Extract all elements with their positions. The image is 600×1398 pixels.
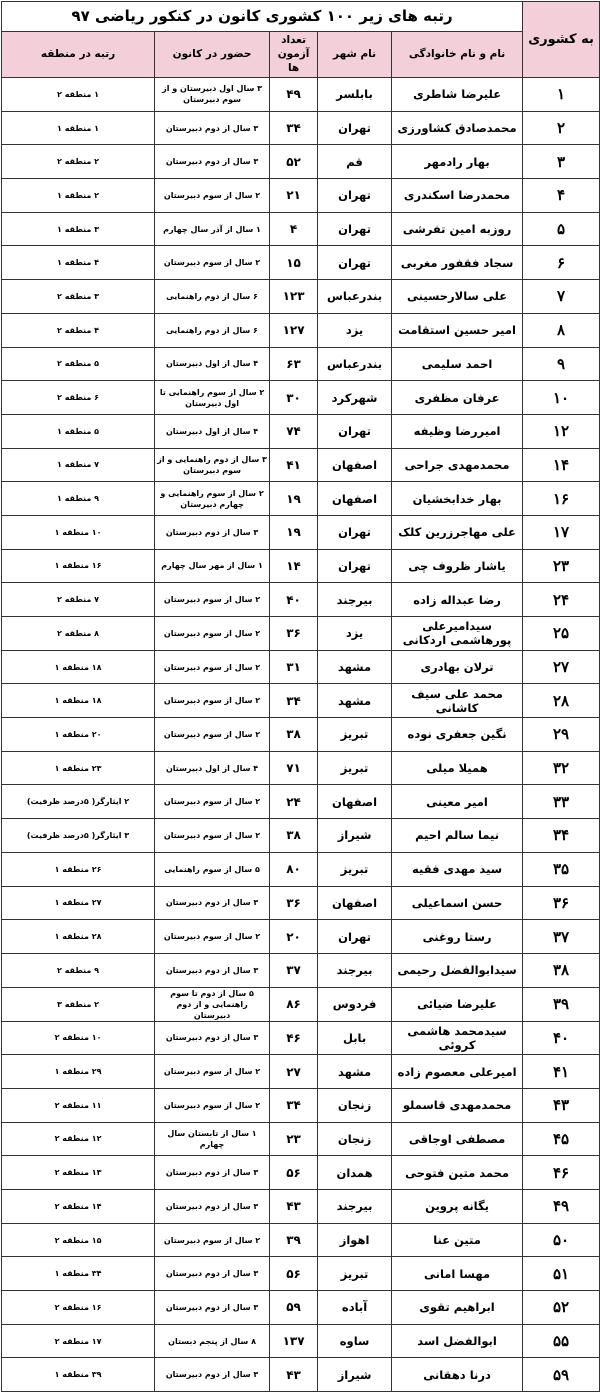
count-cell: ۱۳۷ bbox=[270, 1324, 318, 1358]
count-cell: ۲۰ bbox=[270, 920, 318, 954]
count-cell: ۷۴ bbox=[270, 414, 318, 448]
city-cell: بیرجند bbox=[318, 583, 392, 617]
region-cell: ۱۲ منطقه ۲ bbox=[2, 1122, 155, 1156]
rank-cell: ۳۸ bbox=[523, 953, 600, 987]
city-cell: اصفهان bbox=[318, 448, 392, 482]
count-cell: ۱۵ bbox=[270, 246, 318, 280]
count-cell: ۱۹ bbox=[270, 515, 318, 549]
city-cell: زنجان bbox=[318, 1088, 392, 1122]
count-cell: ۲۳ bbox=[270, 1122, 318, 1156]
rank-cell: ۲۷ bbox=[523, 650, 600, 684]
name-cell: محمدمهدی جراحی bbox=[392, 448, 523, 482]
attendance-cell: ۵ سال از سوم راهنمایی bbox=[155, 852, 270, 886]
name-cell: درنا دهقانی bbox=[392, 1358, 523, 1392]
region-cell: ۳۴ منطقه ۱ bbox=[2, 1257, 155, 1291]
count-cell: ۷۱ bbox=[270, 751, 318, 785]
name-cell: مهسا امانی bbox=[392, 1257, 523, 1291]
region-cell: ۷ منطقه ۲ bbox=[2, 583, 155, 617]
city-cell: بابل bbox=[318, 1021, 392, 1055]
city-cell: تهران bbox=[318, 414, 392, 448]
attendance-cell: ۱ سال از مهر سال چهارم bbox=[155, 549, 270, 583]
table-row bbox=[2, 1291, 600, 1325]
count-cell: ۵۶ bbox=[270, 1257, 318, 1291]
name-cell: محمدصادق کشاورزی bbox=[392, 111, 523, 145]
table-row bbox=[2, 987, 600, 1021]
name-cell: ابراهیم تقوی bbox=[392, 1291, 523, 1325]
table-row bbox=[2, 1257, 600, 1291]
table-row bbox=[2, 1223, 600, 1257]
attendance-cell: ۲ سال از سوم دبیرستان bbox=[155, 920, 270, 954]
city-cell: شیراز bbox=[318, 1358, 392, 1392]
table-row bbox=[2, 953, 600, 987]
attendance-cell: ۲ سال از سوم راهنمایی تا اول دبیرستان bbox=[155, 381, 270, 415]
header-city: نام شهر bbox=[318, 31, 392, 77]
attendance-cell: ۲ سال از سوم دبیرستان bbox=[155, 718, 270, 752]
count-cell: ۳۷ bbox=[270, 953, 318, 987]
name-cell: محمدرضا اسکندری bbox=[392, 179, 523, 213]
rank-cell: ۴ bbox=[523, 179, 600, 213]
attendance-cell: ۳ سال از دوم دبیرستان bbox=[155, 515, 270, 549]
table-row bbox=[2, 1358, 600, 1392]
table-row bbox=[2, 1021, 600, 1055]
rank-cell: ۷ bbox=[523, 280, 600, 314]
table-row bbox=[2, 1088, 600, 1122]
city-cell: تهران bbox=[318, 549, 392, 583]
rank-cell: ۴۶ bbox=[523, 1156, 600, 1190]
rank-cell: ۱۶ bbox=[523, 482, 600, 516]
region-cell: ۱۰ منطقه ۱ bbox=[2, 515, 155, 549]
table-row bbox=[2, 381, 600, 415]
region-cell: ۱ منطقه ۱ bbox=[2, 111, 155, 145]
attendance-cell: ۳ سال از دوم دبیرستان bbox=[155, 886, 270, 920]
attendance-cell: ۳ سال از دوم دبیرستان bbox=[155, 1021, 270, 1055]
attendance-cell: ۸ سال از پنجم دبستان bbox=[155, 1324, 270, 1358]
city-cell: تهران bbox=[318, 179, 392, 213]
city-cell: اصفهان bbox=[318, 886, 392, 920]
header-region: رتبه در منطقه bbox=[2, 31, 155, 77]
rank-cell: ۴۹ bbox=[523, 1190, 600, 1224]
rank-cell: ۱۴ bbox=[523, 448, 600, 482]
rank-cell: ۳۵ bbox=[523, 852, 600, 886]
attendance-cell: ۲ سال از سوم دبیرستان bbox=[155, 1223, 270, 1257]
city-cell: اصفهان bbox=[318, 785, 392, 819]
attendance-cell: ۲ سال از سوم دبیرستان bbox=[155, 179, 270, 213]
name-cell: ترلان بهادری bbox=[392, 650, 523, 684]
rank-cell: ۵۲ bbox=[523, 1291, 600, 1325]
rank-cell: ۱۷ bbox=[523, 515, 600, 549]
count-cell: ۳۴ bbox=[270, 684, 318, 718]
city-cell: فردوس bbox=[318, 987, 392, 1021]
table-row bbox=[2, 111, 600, 145]
count-cell: ۴۹ bbox=[270, 78, 318, 112]
city-cell: تبریز bbox=[318, 852, 392, 886]
table-row bbox=[2, 886, 600, 920]
city-cell: مشهد bbox=[318, 650, 392, 684]
rank-cell: ۳ bbox=[523, 145, 600, 179]
name-cell: امیر حسین استقامت bbox=[392, 313, 523, 347]
table-row bbox=[2, 1324, 600, 1358]
count-cell: ۳۸ bbox=[270, 819, 318, 853]
table-row bbox=[2, 212, 600, 246]
count-cell: ۸۶ bbox=[270, 987, 318, 1021]
name-cell: نیما سالم احیم bbox=[392, 819, 523, 853]
name-cell: محمد علی سیف کاشانی bbox=[392, 684, 523, 718]
name-cell: سیدمحمد هاشمی کروئی bbox=[392, 1021, 523, 1055]
table-row bbox=[2, 852, 600, 886]
region-cell: ۶ منطقه ۲ bbox=[2, 381, 155, 415]
attendance-cell: ۲ سال از سوم دبیرستان bbox=[155, 650, 270, 684]
table-row bbox=[2, 684, 600, 718]
name-cell: نگین جعفری نوده bbox=[392, 718, 523, 752]
rank-cell: ۴۰ bbox=[523, 1021, 600, 1055]
name-cell: مصطفی اوجاقی bbox=[392, 1122, 523, 1156]
count-cell: ۱۴ bbox=[270, 549, 318, 583]
count-cell: ۲۷ bbox=[270, 1055, 318, 1089]
attendance-cell: ۲ سال از سوم دبیرستان bbox=[155, 1055, 270, 1089]
count-cell: ۱۹ bbox=[270, 482, 318, 516]
rank-cell: ۲۵ bbox=[523, 617, 600, 651]
rank-cell: ۱ bbox=[523, 78, 600, 112]
count-cell: ۴۰ bbox=[270, 583, 318, 617]
name-cell: بهار رادمهر bbox=[392, 145, 523, 179]
name-cell: یگانه پروین bbox=[392, 1190, 523, 1224]
region-cell: ۸ منطقه ۲ bbox=[2, 617, 155, 651]
name-cell: عرفان مظفری bbox=[392, 381, 523, 415]
count-cell: ۳۰ bbox=[270, 381, 318, 415]
count-cell: ۴۱ bbox=[270, 448, 318, 482]
attendance-cell: ۴ سال از اول دبیرستان bbox=[155, 751, 270, 785]
region-cell: ۴ منطقه ۱ bbox=[2, 246, 155, 280]
attendance-cell: ۳ سال از دوم دبیرستان bbox=[155, 111, 270, 145]
city-cell: اصفهان bbox=[318, 482, 392, 516]
rank-cell: ۵۰ bbox=[523, 1223, 600, 1257]
attendance-cell: ۲ سال از سوم دبیرستان bbox=[155, 246, 270, 280]
table-row bbox=[2, 1156, 600, 1190]
attendance-cell: ۲ سال از سوم دبیرستان bbox=[155, 785, 270, 819]
name-cell: احمد سلیمی bbox=[392, 347, 523, 381]
rank-cell: ۵۵ bbox=[523, 1324, 600, 1358]
attendance-cell: ۳ سال از دوم دبیرستان bbox=[155, 1156, 270, 1190]
rank-cell: ۴۳ bbox=[523, 1088, 600, 1122]
count-cell: ۴۳ bbox=[270, 1358, 318, 1392]
region-cell: ۱۰ منطقه ۲ bbox=[2, 1021, 155, 1055]
region-cell: ۲۳ منطقه ۱ bbox=[2, 751, 155, 785]
table-row bbox=[2, 785, 600, 819]
table-row bbox=[2, 1190, 600, 1224]
table-row bbox=[2, 515, 600, 549]
attendance-cell: ۳ سال اول دبیرستان و از سوم دبیرستان bbox=[155, 78, 270, 112]
region-cell: ۹ منطقه ۱ bbox=[2, 482, 155, 516]
count-cell: ۳۴ bbox=[270, 1088, 318, 1122]
name-cell: یاشار ظروف چی bbox=[392, 549, 523, 583]
count-cell: ۳۶ bbox=[270, 617, 318, 651]
attendance-cell: ۳ سال از دوم دبیرستان bbox=[155, 1190, 270, 1224]
attendance-cell: ۲ سال از سوم دبیرستان bbox=[155, 1088, 270, 1122]
table-row bbox=[2, 280, 600, 314]
table-row bbox=[2, 448, 600, 482]
attendance-cell: ۲ سال از سوم دبیرستان bbox=[155, 583, 270, 617]
rank-cell: ۳۳ bbox=[523, 785, 600, 819]
region-cell: ۱ منطقه ۲ bbox=[2, 78, 155, 112]
count-cell: ۳۱ bbox=[270, 650, 318, 684]
table-row bbox=[2, 78, 600, 112]
city-cell: یزد bbox=[318, 617, 392, 651]
rank-cell: ۸ bbox=[523, 313, 600, 347]
count-cell: ۵۹ bbox=[270, 1291, 318, 1325]
table-row bbox=[2, 347, 600, 381]
attendance-cell: ۲ سال از سوم راهنمایی و چهارم دبیرستان bbox=[155, 482, 270, 516]
region-cell: ۳ منطقه ۱ bbox=[2, 212, 155, 246]
city-cell: یزد bbox=[318, 313, 392, 347]
city-cell: تبریز bbox=[318, 718, 392, 752]
attendance-cell: ۲ سال از سوم دبیرستان bbox=[155, 617, 270, 651]
attendance-cell: ۱ سال از تابستان سال چهارم bbox=[155, 1122, 270, 1156]
count-cell: ۶۳ bbox=[270, 347, 318, 381]
count-cell: ۳۹ bbox=[270, 1223, 318, 1257]
city-cell: تهران bbox=[318, 920, 392, 954]
table-row bbox=[2, 583, 600, 617]
header-name: نام و نام خانوادگی bbox=[392, 31, 523, 77]
attendance-cell: ۶ سال از دوم راهنمایی bbox=[155, 313, 270, 347]
city-cell: تبریز bbox=[318, 751, 392, 785]
header-attendance: حضور در کانون bbox=[155, 31, 270, 77]
name-cell: علی مهاجرزرین کلک bbox=[392, 515, 523, 549]
count-cell: ۱۲۳ bbox=[270, 280, 318, 314]
attendance-cell: ۳ سال از دوم دبیرستان bbox=[155, 1291, 270, 1325]
region-cell: ۲۷ منطقه ۱ bbox=[2, 886, 155, 920]
city-cell: شیراز bbox=[318, 819, 392, 853]
region-cell: ۳۹ منطقه ۱ bbox=[2, 1358, 155, 1392]
rank-cell: ۲۹ bbox=[523, 718, 600, 752]
city-cell: تهران bbox=[318, 111, 392, 145]
ranking-table bbox=[1, 1, 600, 1392]
region-cell: ۱۷ منطقه ۲ bbox=[2, 1324, 155, 1358]
city-cell: بیرجند bbox=[318, 953, 392, 987]
region-cell: ۱۴ منطقه ۲ bbox=[2, 1190, 155, 1224]
region-cell: ۲ منطقه ۲ bbox=[2, 145, 155, 179]
city-cell: بندرعباس bbox=[318, 280, 392, 314]
count-cell: ۵۲ bbox=[270, 145, 318, 179]
name-cell: ابوالفضل اسد bbox=[392, 1324, 523, 1358]
rank-cell: ۳۲ bbox=[523, 751, 600, 785]
city-cell: شهرکرد bbox=[318, 381, 392, 415]
name-cell: سیدامیرعلی پورهاشمی اردکانی bbox=[392, 617, 523, 651]
region-cell: ۱۸ منطقه ۱ bbox=[2, 650, 155, 684]
region-cell: ۱۵ منطقه ۲ bbox=[2, 1223, 155, 1257]
rank-cell: ۲ bbox=[523, 111, 600, 145]
rank-cell: ۹ bbox=[523, 347, 600, 381]
rank-cell: ۴۵ bbox=[523, 1122, 600, 1156]
region-cell: ۷ منطقه ۱ bbox=[2, 448, 155, 482]
name-cell: رستا روغنی bbox=[392, 920, 523, 954]
table-row bbox=[2, 751, 600, 785]
count-cell: ۳۸ bbox=[270, 718, 318, 752]
count-cell: ۲۱ bbox=[270, 179, 318, 213]
city-cell: اهواز bbox=[318, 1223, 392, 1257]
city-cell: بندرعباس bbox=[318, 347, 392, 381]
region-cell: ۲۶ منطقه ۱ bbox=[2, 852, 155, 886]
region-cell: ۳ ایثارگر( ۵درصد ظرفیت) bbox=[2, 819, 155, 853]
region-cell: ۱۶ منطقه ۱ bbox=[2, 549, 155, 583]
attendance-cell: ۳ سال از دوم راهنمایی و از سوم دبیرستان bbox=[155, 448, 270, 482]
region-cell: ۱۶ منطقه ۲ bbox=[2, 1291, 155, 1325]
table-row bbox=[2, 246, 600, 280]
city-cell: همدان bbox=[318, 1156, 392, 1190]
name-cell: محمد متین فتوحی bbox=[392, 1156, 523, 1190]
city-cell: تهران bbox=[318, 246, 392, 280]
attendance-cell: ۳ سال از دوم دبیرستان bbox=[155, 1358, 270, 1392]
table-body bbox=[2, 78, 600, 1392]
city-cell: تبریز bbox=[318, 1257, 392, 1291]
table-row bbox=[2, 313, 600, 347]
city-cell: تهران bbox=[318, 515, 392, 549]
table-row bbox=[2, 1055, 600, 1089]
attendance-cell: ۳ سال از دوم دبیرستان bbox=[155, 145, 270, 179]
table-row bbox=[2, 617, 600, 651]
region-cell: ۲ ایثارگر( ۵درصد ظرفیت) bbox=[2, 785, 155, 819]
region-cell: ۳ منطقه ۲ bbox=[2, 280, 155, 314]
region-cell: ۵ منطقه ۲ bbox=[2, 347, 155, 381]
rank-cell: ۵۱ bbox=[523, 1257, 600, 1291]
rank-cell: ۳۹ bbox=[523, 987, 600, 1021]
region-cell: ۱۸ منطقه ۱ bbox=[2, 684, 155, 718]
rank-cell: ۳۴ bbox=[523, 819, 600, 853]
city-cell: بیرجند bbox=[318, 1190, 392, 1224]
count-cell: ۳۴ bbox=[270, 111, 318, 145]
name-cell: محمدمهدی قاسملو bbox=[392, 1088, 523, 1122]
attendance-cell: ۵ سال از دوم تا سوم راهنمایی و از دوم دبیرستان bbox=[155, 987, 270, 1021]
count-cell: ۲۴ bbox=[270, 785, 318, 819]
rank-cell: ۶ bbox=[523, 246, 600, 280]
region-cell: ۹ منطقه ۲ bbox=[2, 953, 155, 987]
rank-cell: ۱۰ bbox=[523, 381, 600, 415]
table-row bbox=[2, 819, 600, 853]
count-cell: ۳۶ bbox=[270, 886, 318, 920]
table-row bbox=[2, 414, 600, 448]
rank-cell: ۴۱ bbox=[523, 1055, 600, 1089]
city-cell: ساوه bbox=[318, 1324, 392, 1358]
rank-cell: ۲۳ bbox=[523, 549, 600, 583]
name-cell: سید مهدی فقیه bbox=[392, 852, 523, 886]
attendance-cell: ۳ سال از دوم دبیرستان bbox=[155, 953, 270, 987]
name-cell: روزبه امین تفرشی bbox=[392, 212, 523, 246]
name-cell: امیر معینی bbox=[392, 785, 523, 819]
attendance-cell: ۴ سال از اول دبیرستان bbox=[155, 414, 270, 448]
region-cell: ۲۰ منطقه ۱ bbox=[2, 718, 155, 752]
attendance-cell: ۱ سال از آذر سال چهارم bbox=[155, 212, 270, 246]
rank-cell: ۵ bbox=[523, 212, 600, 246]
attendance-cell: ۳ سال از دوم دبیرستان bbox=[155, 1257, 270, 1291]
attendance-cell: ۴ سال از اول دبیرستان bbox=[155, 347, 270, 381]
city-cell: بابلسر bbox=[318, 78, 392, 112]
city-cell: زنجان bbox=[318, 1122, 392, 1156]
name-cell: متین عنا bbox=[392, 1223, 523, 1257]
region-cell: ۴ منطقه ۲ bbox=[2, 313, 155, 347]
table-row bbox=[2, 482, 600, 516]
attendance-cell: ۲ سال از سوم دبیرستان bbox=[155, 684, 270, 718]
table-row bbox=[2, 1122, 600, 1156]
city-cell: مشهد bbox=[318, 684, 392, 718]
name-cell: سیدابوالفضل رحیمی bbox=[392, 953, 523, 987]
rank-cell: ۳۶ bbox=[523, 886, 600, 920]
region-cell: ۱۱ منطقه ۲ bbox=[2, 1088, 155, 1122]
table-row bbox=[2, 650, 600, 684]
table-row bbox=[2, 549, 600, 583]
rank-cell: ۳۷ bbox=[523, 920, 600, 954]
region-cell: ۲ منطقه ۱ bbox=[2, 179, 155, 213]
name-cell: حسن اسماعیلی bbox=[392, 886, 523, 920]
count-cell: ۸۰ bbox=[270, 852, 318, 886]
name-cell: علی سالارحسینی bbox=[392, 280, 523, 314]
count-cell: ۴ bbox=[270, 212, 318, 246]
count-cell: ۴۳ bbox=[270, 1190, 318, 1224]
city-cell: تهران bbox=[318, 212, 392, 246]
count-cell: ۴۶ bbox=[270, 1021, 318, 1055]
table-row bbox=[2, 718, 600, 752]
page-title: رتبه های زیر ۱۰۰ کشوری کانون در کنکور ریاضی ۹۷ bbox=[2, 2, 523, 32]
count-cell: ۵۶ bbox=[270, 1156, 318, 1190]
rank-cell: ۱۲ bbox=[523, 414, 600, 448]
table-row bbox=[2, 145, 600, 179]
header-count: تعداد آزمون ها bbox=[270, 31, 318, 77]
attendance-cell: ۲ سال از سوم دبیرستان bbox=[155, 819, 270, 853]
name-cell: بهار خدابخشیان bbox=[392, 482, 523, 516]
region-cell: ۲ منطقه ۳ bbox=[2, 987, 155, 1021]
header-rank: به کشوری bbox=[523, 2, 600, 78]
city-cell: مشهد bbox=[318, 1055, 392, 1089]
rank-cell: ۵۹ bbox=[523, 1358, 600, 1392]
table-row bbox=[2, 179, 600, 213]
count-cell: ۱۲۷ bbox=[270, 313, 318, 347]
attendance-cell: ۶ سال از دوم راهنمایی bbox=[155, 280, 270, 314]
name-cell: علیرضا ضیائی bbox=[392, 987, 523, 1021]
name-cell: سجاد فقفور مغربی bbox=[392, 246, 523, 280]
name-cell: رضا عبداله زاده bbox=[392, 583, 523, 617]
rank-cell: ۲۸ bbox=[523, 684, 600, 718]
city-cell: آباده bbox=[318, 1291, 392, 1325]
region-cell: ۲۸ منطقه ۱ bbox=[2, 920, 155, 954]
name-cell: امیررضا وظیفه bbox=[392, 414, 523, 448]
table-row bbox=[2, 920, 600, 954]
city-cell: قم bbox=[318, 145, 392, 179]
name-cell: امیرعلی معصوم زاده bbox=[392, 1055, 523, 1089]
name-cell: علیرضا شاطری bbox=[392, 78, 523, 112]
name-cell: همیلا میلی bbox=[392, 751, 523, 785]
rank-cell: ۲۴ bbox=[523, 583, 600, 617]
region-cell: ۵ منطقه ۱ bbox=[2, 414, 155, 448]
region-cell: ۲۹ منطقه ۱ bbox=[2, 1055, 155, 1089]
region-cell: ۱۳ منطقه ۲ bbox=[2, 1156, 155, 1190]
